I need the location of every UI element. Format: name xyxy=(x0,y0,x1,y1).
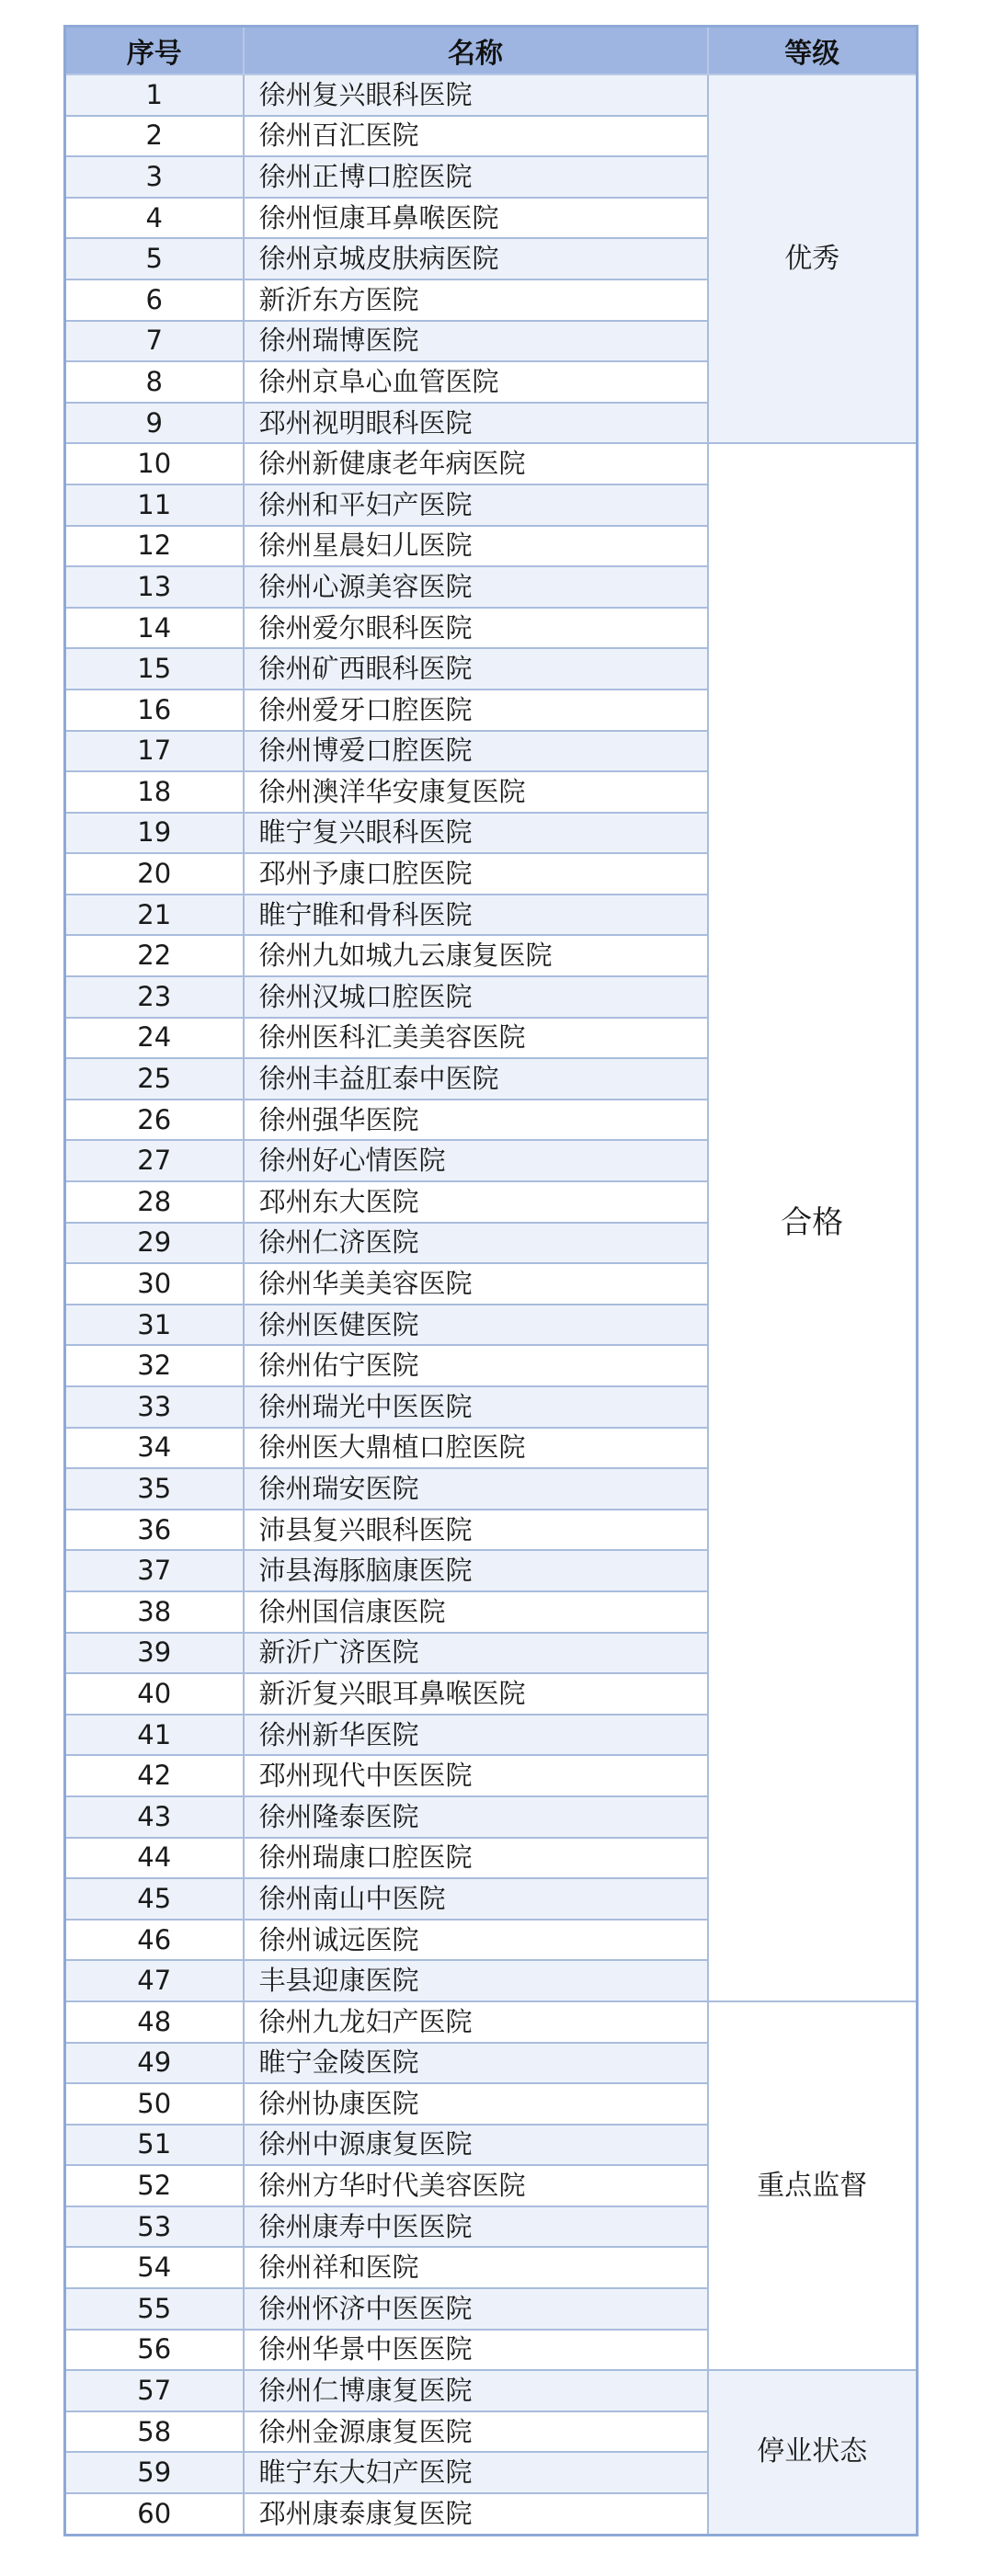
cell-name: 徐州医大鼎植口腔医院 xyxy=(244,1428,708,1469)
table-row xyxy=(65,2370,918,2411)
cell-no: 28 xyxy=(65,1181,244,1223)
cell-name: 徐州新健康老年病医院 xyxy=(244,443,708,484)
cell-no: 37 xyxy=(65,1550,244,1591)
cell-name: 徐州九如城九云康复医院 xyxy=(244,935,708,976)
cell-no: 47 xyxy=(65,1960,244,2001)
cell-no: 53 xyxy=(65,2206,244,2248)
cell-no: 23 xyxy=(65,976,244,1018)
cell-grade: 重点监督 xyxy=(708,2001,918,2370)
cell-name: 徐州方华时代美容医院 xyxy=(244,2165,708,2206)
cell-name: 徐州京阜心血管医院 xyxy=(244,361,708,403)
cell-no: 35 xyxy=(65,1468,244,1510)
cell-name: 新沂东方医院 xyxy=(244,279,708,321)
cell-name: 睢宁金陵医院 xyxy=(244,2043,708,2084)
cell-name: 徐州博爱口腔医院 xyxy=(244,731,708,772)
cell-name: 徐州爱牙口腔医院 xyxy=(244,690,708,731)
cell-no: 13 xyxy=(65,566,244,608)
cell-name: 徐州矿西眼科医院 xyxy=(244,648,708,690)
cell-no: 30 xyxy=(65,1263,244,1305)
cell-grade: 合格 xyxy=(708,443,918,2001)
cell-no: 36 xyxy=(65,1510,244,1551)
cell-no: 46 xyxy=(65,1920,244,1961)
table-row xyxy=(65,74,918,116)
cell-no: 48 xyxy=(65,2001,244,2043)
cell-no: 1 xyxy=(65,74,244,116)
cell-name: 徐州丰益肛泰中医院 xyxy=(244,1058,708,1100)
cell-name: 徐州国信康医院 xyxy=(244,1591,708,1633)
table-body xyxy=(65,74,918,2535)
cell-name: 邳州予康口腔医院 xyxy=(244,853,708,895)
cell-no: 32 xyxy=(65,1345,244,1386)
cell-name: 徐州正博口腔医院 xyxy=(244,156,708,198)
cell-no: 29 xyxy=(65,1223,244,1264)
cell-name: 徐州恒康耳鼻喉医院 xyxy=(244,198,708,239)
cell-grade: 优秀 xyxy=(708,74,918,443)
cell-name: 徐州康寿中医医院 xyxy=(244,2206,708,2248)
hospital-grade-table xyxy=(63,25,919,2536)
cell-name: 徐州中源康复医院 xyxy=(244,2125,708,2166)
cell-no: 33 xyxy=(65,1386,244,1428)
cell-name: 徐州瑞安医院 xyxy=(244,1468,708,1510)
cell-no: 60 xyxy=(65,2493,244,2535)
cell-name: 徐州瑞博医院 xyxy=(244,321,708,362)
cell-name: 徐州瑞康口腔医院 xyxy=(244,1838,708,1879)
cell-name: 徐州澳洋华安康复医院 xyxy=(244,771,708,813)
cell-name: 徐州星晨妇儿医院 xyxy=(244,526,708,567)
cell-name: 邳州康泰康复医院 xyxy=(244,2493,708,2535)
cell-name: 徐州诚远医院 xyxy=(244,1920,708,1961)
cell-name: 徐州华景中医医院 xyxy=(244,2330,708,2371)
cell-name: 徐州瑞光中医医院 xyxy=(244,1386,708,1428)
cell-no: 16 xyxy=(65,690,244,731)
cell-name: 徐州新华医院 xyxy=(244,1715,708,1756)
cell-name: 徐州佑宁医院 xyxy=(244,1345,708,1386)
cell-no: 4 xyxy=(65,198,244,239)
cell-no: 43 xyxy=(65,1796,244,1838)
cell-no: 51 xyxy=(65,2125,244,2166)
cell-no: 6 xyxy=(65,279,244,321)
cell-no: 11 xyxy=(65,484,244,526)
cell-name: 沛县复兴眼科医院 xyxy=(244,1510,708,1551)
cell-no: 12 xyxy=(65,526,244,567)
cell-no: 20 xyxy=(65,853,244,895)
cell-no: 18 xyxy=(65,771,244,813)
cell-no: 3 xyxy=(65,156,244,198)
cell-name: 徐州复兴眼科医院 xyxy=(244,74,708,116)
cell-name: 徐州好心情医院 xyxy=(244,1140,708,1181)
cell-name: 徐州怀济中医医院 xyxy=(244,2288,708,2330)
cell-name: 睢宁睢和骨科医院 xyxy=(244,895,708,936)
cell-no: 26 xyxy=(65,1100,244,1141)
cell-name: 徐州隆泰医院 xyxy=(244,1796,708,1838)
hospital-grade-table-container xyxy=(63,25,916,2536)
cell-no: 50 xyxy=(65,2083,244,2125)
cell-name: 丰县迎康医院 xyxy=(244,1960,708,2001)
cell-name: 沛县海豚脑康医院 xyxy=(244,1550,708,1591)
cell-name: 徐州九龙妇产医院 xyxy=(244,2001,708,2043)
cell-no: 9 xyxy=(65,403,244,444)
cell-no: 24 xyxy=(65,1018,244,1059)
cell-name: 邳州现代中医医院 xyxy=(244,1755,708,1796)
cell-name: 邳州东大医院 xyxy=(244,1181,708,1223)
cell-name: 徐州百汇医院 xyxy=(244,116,708,157)
cell-no: 52 xyxy=(65,2165,244,2206)
cell-no: 40 xyxy=(65,1673,244,1715)
cell-no: 2 xyxy=(65,116,244,157)
cell-name: 邳州视明眼科医院 xyxy=(244,403,708,444)
cell-name: 徐州医健医院 xyxy=(244,1305,708,1346)
cell-no: 8 xyxy=(65,361,244,403)
table-row xyxy=(65,2001,918,2043)
cell-no: 5 xyxy=(65,238,244,279)
cell-no: 25 xyxy=(65,1058,244,1100)
cell-no: 38 xyxy=(65,1591,244,1633)
cell-no: 59 xyxy=(65,2452,244,2493)
cell-name: 徐州京城皮肤病医院 xyxy=(244,238,708,279)
header-name: 名称 xyxy=(244,27,708,75)
cell-no: 56 xyxy=(65,2330,244,2371)
cell-name: 徐州爱尔眼科医院 xyxy=(244,608,708,649)
cell-no: 21 xyxy=(65,895,244,936)
table-header-row xyxy=(65,27,918,75)
cell-name: 徐州医科汇美美容医院 xyxy=(244,1018,708,1059)
cell-no: 15 xyxy=(65,648,244,690)
cell-no: 19 xyxy=(65,813,244,854)
cell-no: 31 xyxy=(65,1305,244,1346)
cell-name: 徐州金源康复医院 xyxy=(244,2411,708,2453)
cell-name: 新沂复兴眼耳鼻喉医院 xyxy=(244,1673,708,1715)
cell-name: 徐州强华医院 xyxy=(244,1100,708,1141)
cell-no: 10 xyxy=(65,443,244,484)
cell-no: 34 xyxy=(65,1428,244,1469)
cell-name: 徐州仁济医院 xyxy=(244,1223,708,1264)
table-row xyxy=(65,443,918,484)
cell-no: 7 xyxy=(65,321,244,362)
cell-no: 55 xyxy=(65,2288,244,2330)
header-no: 序号 xyxy=(65,27,244,75)
cell-name: 徐州华美美容医院 xyxy=(244,1263,708,1305)
cell-no: 42 xyxy=(65,1755,244,1796)
cell-grade: 停业状态 xyxy=(708,2370,918,2535)
header-grade: 等级 xyxy=(708,27,918,75)
cell-name: 新沂广济医院 xyxy=(244,1633,708,1674)
cell-name: 睢宁复兴眼科医院 xyxy=(244,813,708,854)
cell-no: 44 xyxy=(65,1838,244,1879)
cell-no: 14 xyxy=(65,608,244,649)
cell-name: 徐州汉城口腔医院 xyxy=(244,976,708,1018)
cell-no: 58 xyxy=(65,2411,244,2453)
cell-no: 54 xyxy=(65,2247,244,2288)
cell-no: 45 xyxy=(65,1878,244,1920)
cell-no: 22 xyxy=(65,935,244,976)
cell-no: 57 xyxy=(65,2370,244,2411)
cell-no: 41 xyxy=(65,1715,244,1756)
cell-name: 徐州仁博康复医院 xyxy=(244,2370,708,2411)
cell-name: 徐州祥和医院 xyxy=(244,2247,708,2288)
cell-no: 39 xyxy=(65,1633,244,1674)
cell-name: 徐州南山中医院 xyxy=(244,1878,708,1920)
cell-name: 徐州心源美容医院 xyxy=(244,566,708,608)
cell-name: 睢宁东大妇产医院 xyxy=(244,2452,708,2493)
cell-name: 徐州协康医院 xyxy=(244,2083,708,2125)
cell-no: 27 xyxy=(65,1140,244,1181)
cell-no: 17 xyxy=(65,731,244,772)
cell-no: 49 xyxy=(65,2043,244,2084)
cell-name: 徐州和平妇产医院 xyxy=(244,484,708,526)
